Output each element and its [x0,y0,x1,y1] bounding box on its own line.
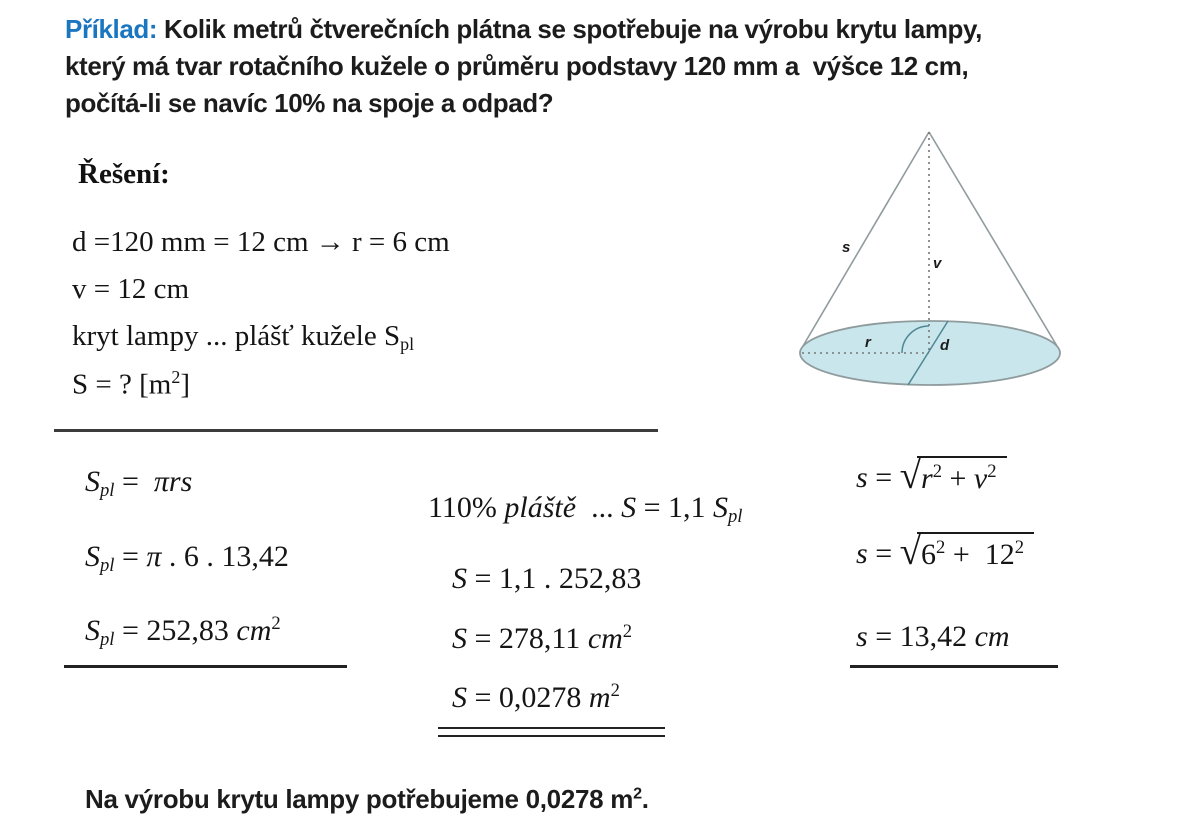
radical-sign: √ [899,530,922,573]
cone-diagram [780,110,1080,400]
equation-110-percent: 110% pláště ... S = 1,1 $S_{pl}$ [428,491,743,528]
problem-label: Příklad: [65,14,158,44]
m2-superscript: 2 [171,367,181,387]
given-diameter: d =120 mm = 12 cm → r = 6 cm [72,226,450,258]
spl-subscript: pl [400,334,415,355]
equation-s-m2-final: S = 0,0278 $m^2$ [452,680,620,714]
problem-line-1 [65,11,1175,48]
cone-label-radius: r [865,334,871,351]
given-unknown: S = ? $[m^2]$ [72,367,190,401]
underline-left-result [64,665,347,668]
equation-spl-formula: $S_{pl} = \pi rs$ [85,465,193,502]
solution-heading: Řešení: [78,158,170,190]
underline-right-result [850,665,1058,668]
cone-right-slant-line [929,132,1057,346]
conclusion-sentence: Na výrobu krytu lampy potřebujeme 0,0278 $m^2$. [85,784,649,814]
equation-s-sqrt-substitution: s = √ $6^2 + 12^2$ [856,532,1034,572]
problem-line-2: který má tvar rotačního kužele o průměru podstavy 120 mm a výšce 12 cm, [65,51,969,81]
section-divider-line [54,429,658,432]
equation-spl-result: $S_{pl} = 252,83$ $cm^2$ [85,613,281,651]
equation-s-cm2: S = 278,11 $cm^2$ [452,621,633,655]
given-lampshade: kryt lampy ... plášť kužele $S_{pl}$ [72,320,415,355]
cone-label-slant: s [842,239,851,256]
equation-spl-substitution: $S_{pl} = \pi$ . 6 . 13,42 [85,540,289,577]
radical-sign: √ [899,454,922,497]
problem-statement [65,11,1175,122]
cone-label-height: v [933,255,942,272]
given-height: v = 12 cm [72,273,190,305]
cone-left-slant-line [803,132,929,346]
equation-s-result: s = 13,42 cm [856,620,1010,653]
equation-s-substitution: S = 1,1 . 252,83 [452,562,642,595]
problem-text-1: Kolik metrů čtverečních plátna se spotřebuje na výrobu krytu lampy, [157,14,982,44]
double-underline-final-result [438,727,665,737]
cone-label-diameter: d [940,337,950,354]
equation-s-sqrt-formula: s = √ $r^2 + v^2$ [856,456,1007,496]
problem-line-3: počítá-li se navíc 10% na spoje a odpad? [65,88,554,118]
